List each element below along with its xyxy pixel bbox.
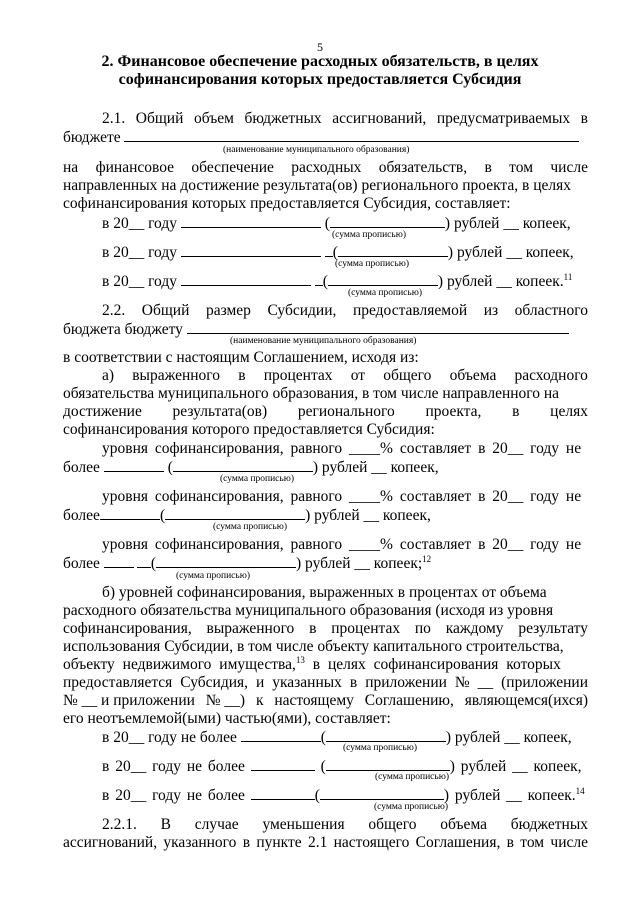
footnote-12: 12	[422, 554, 432, 564]
pa-line-2: обязательства муниципального образования, в том числе направленного на	[63, 385, 560, 402]
sum-blank-3[interactable]	[328, 272, 438, 286]
level-sum-blank-2[interactable]	[165, 506, 305, 520]
sum-blank-1[interactable]	[330, 214, 445, 228]
pb-line-5: объекту недвижимого имущества,$^{13}$ в целях софинансирования которых	[63, 655, 561, 673]
municipality-blank-2[interactable]	[187, 320, 569, 334]
year-row-1: в 20__ году ( ) рублей __ копеек,	[102, 215, 571, 232]
caption-municipality: (наименование муниципального образования)	[230, 336, 417, 346]
level-row-1: уровня софинансирования, равного ____% составляет в 20__ году не	[102, 440, 582, 457]
level-amount-row-1: более ( ) рублей __ копеек,	[63, 459, 439, 476]
caption-sum: (сумма прописью)	[348, 288, 422, 298]
p21-line-3: на финансовое обеспечение расходных обязательств, в том числе	[63, 159, 588, 176]
pb-line-4: использования Субсидии, в том числе объекту капитального строительства,	[63, 638, 564, 655]
caption-municipality: (наименование муниципального образования)	[223, 145, 410, 155]
footnote-11: 11	[563, 272, 573, 282]
level-row-3: уровня софинансирования, равного ____% составляет в 20__ году не	[102, 536, 582, 553]
footnote-14: 14	[575, 786, 585, 796]
pb-line-3: софинансирования, выраженного в процентах по каждому результату	[63, 620, 588, 637]
caption-sum: (сумма прописью)	[213, 522, 287, 532]
p221-line-2: ассигнований, указанного в пункте 2.1 настоящего Соглашения, в том числе	[63, 834, 588, 851]
not-more-row-2: в 20__ году не более ( ) рублей __ копеек,	[102, 758, 582, 775]
p22-budget-line: бюджета бюджету	[63, 320, 569, 339]
year-row-2: в 20__ году ( ) рублей __ копеек,	[102, 244, 574, 261]
p21-line-4: направленных на достижение результата(ов) регионального проекта, в целях	[63, 177, 572, 194]
not-more-sum-blank-2[interactable]	[326, 757, 450, 771]
caption-sum: (сумма прописью)	[176, 571, 250, 581]
sum-blank-2[interactable]	[338, 243, 448, 257]
pb-line-8: его неотъемлемой(ыми) частью(ями), составляет:	[63, 710, 391, 727]
pb-line-7: № __ и приложении № __) к настоящему Соглашению, являющемся(ихся)	[63, 692, 588, 709]
pb-line-1: б) уровней софинансирования, выраженных в процентах от объема	[102, 584, 547, 601]
not-more-row-3: в 20__ году не более ( ) рублей __ копеек.$^{14}$	[102, 786, 585, 804]
level-amount-row-2: более ( ) рублей __ копеек,	[63, 507, 431, 524]
caption-sum: (сумма прописью)	[220, 474, 294, 484]
caption-sum: (сумма прописью)	[375, 772, 449, 782]
caption-sum: (сумма прописью)	[332, 230, 406, 240]
p22-line-1: 2.2. Общий размер Субсидии, предоставляемой из областного	[102, 302, 588, 319]
section-title-line-2: софинансирования которых предоставляется Субсидия	[118, 71, 522, 88]
p21-budget-line: бюджете	[63, 128, 579, 147]
not-more-sum-blank-1[interactable]	[326, 728, 446, 742]
pb-line-6: предоставляется Субсидия, и указанных в приложении № __ (приложении	[63, 674, 588, 691]
caption-sum: (сумма прописью)	[374, 802, 448, 812]
level-amount-row-3: более ( ) рублей __ копеек;$^{12}$	[63, 554, 432, 572]
year-row-3: в 20__ году ( ) рублей __ копеек.$^{11}$	[102, 272, 573, 290]
level-sum-blank-1[interactable]	[173, 458, 313, 472]
p221-line-1: 2.2.1. В случае уменьшения общего объема бюджетных	[102, 816, 588, 833]
not-more-sum-blank-3[interactable]	[320, 786, 444, 800]
not-more-row-1: в 20__ году не более ( ) рублей __ копеек,	[102, 729, 572, 746]
p21-line-1: 2.1. Общий объем бюджетных ассигнований, предусматриваемых в	[102, 110, 588, 127]
caption-sum: (сумма прописью)	[343, 743, 417, 753]
page-number: 5	[317, 40, 323, 54]
p21-line-5: софинансирования которых предоставляется Субсидия, составляет:	[63, 195, 511, 212]
pa-line-4: софинансирования которого предоставляется Субсидия:	[63, 421, 435, 438]
caption-sum: (сумма прописью)	[335, 259, 409, 269]
municipality-blank[interactable]	[124, 128, 579, 142]
level-sum-blank-3[interactable]	[156, 554, 296, 568]
p22-line-3: в соответствии с настоящим Соглашением, исходя из:	[63, 349, 419, 366]
pa-line-3: достижение результата(ов) регионального проекта, в целях	[63, 403, 588, 420]
section-title-line-1: 2. Финансовое обеспечение расходных обязательств, в целях	[101, 53, 539, 70]
pa-line-1: а) выраженного в процентах от общего объема расходного	[102, 367, 588, 384]
pb-line-2: расходного обязательства муниципального образования (исходя из уровня	[63, 602, 554, 619]
level-row-2: уровня софинансирования, равного ____% составляет в 20__ году не	[102, 488, 582, 505]
footnote-13: 13	[295, 655, 305, 665]
